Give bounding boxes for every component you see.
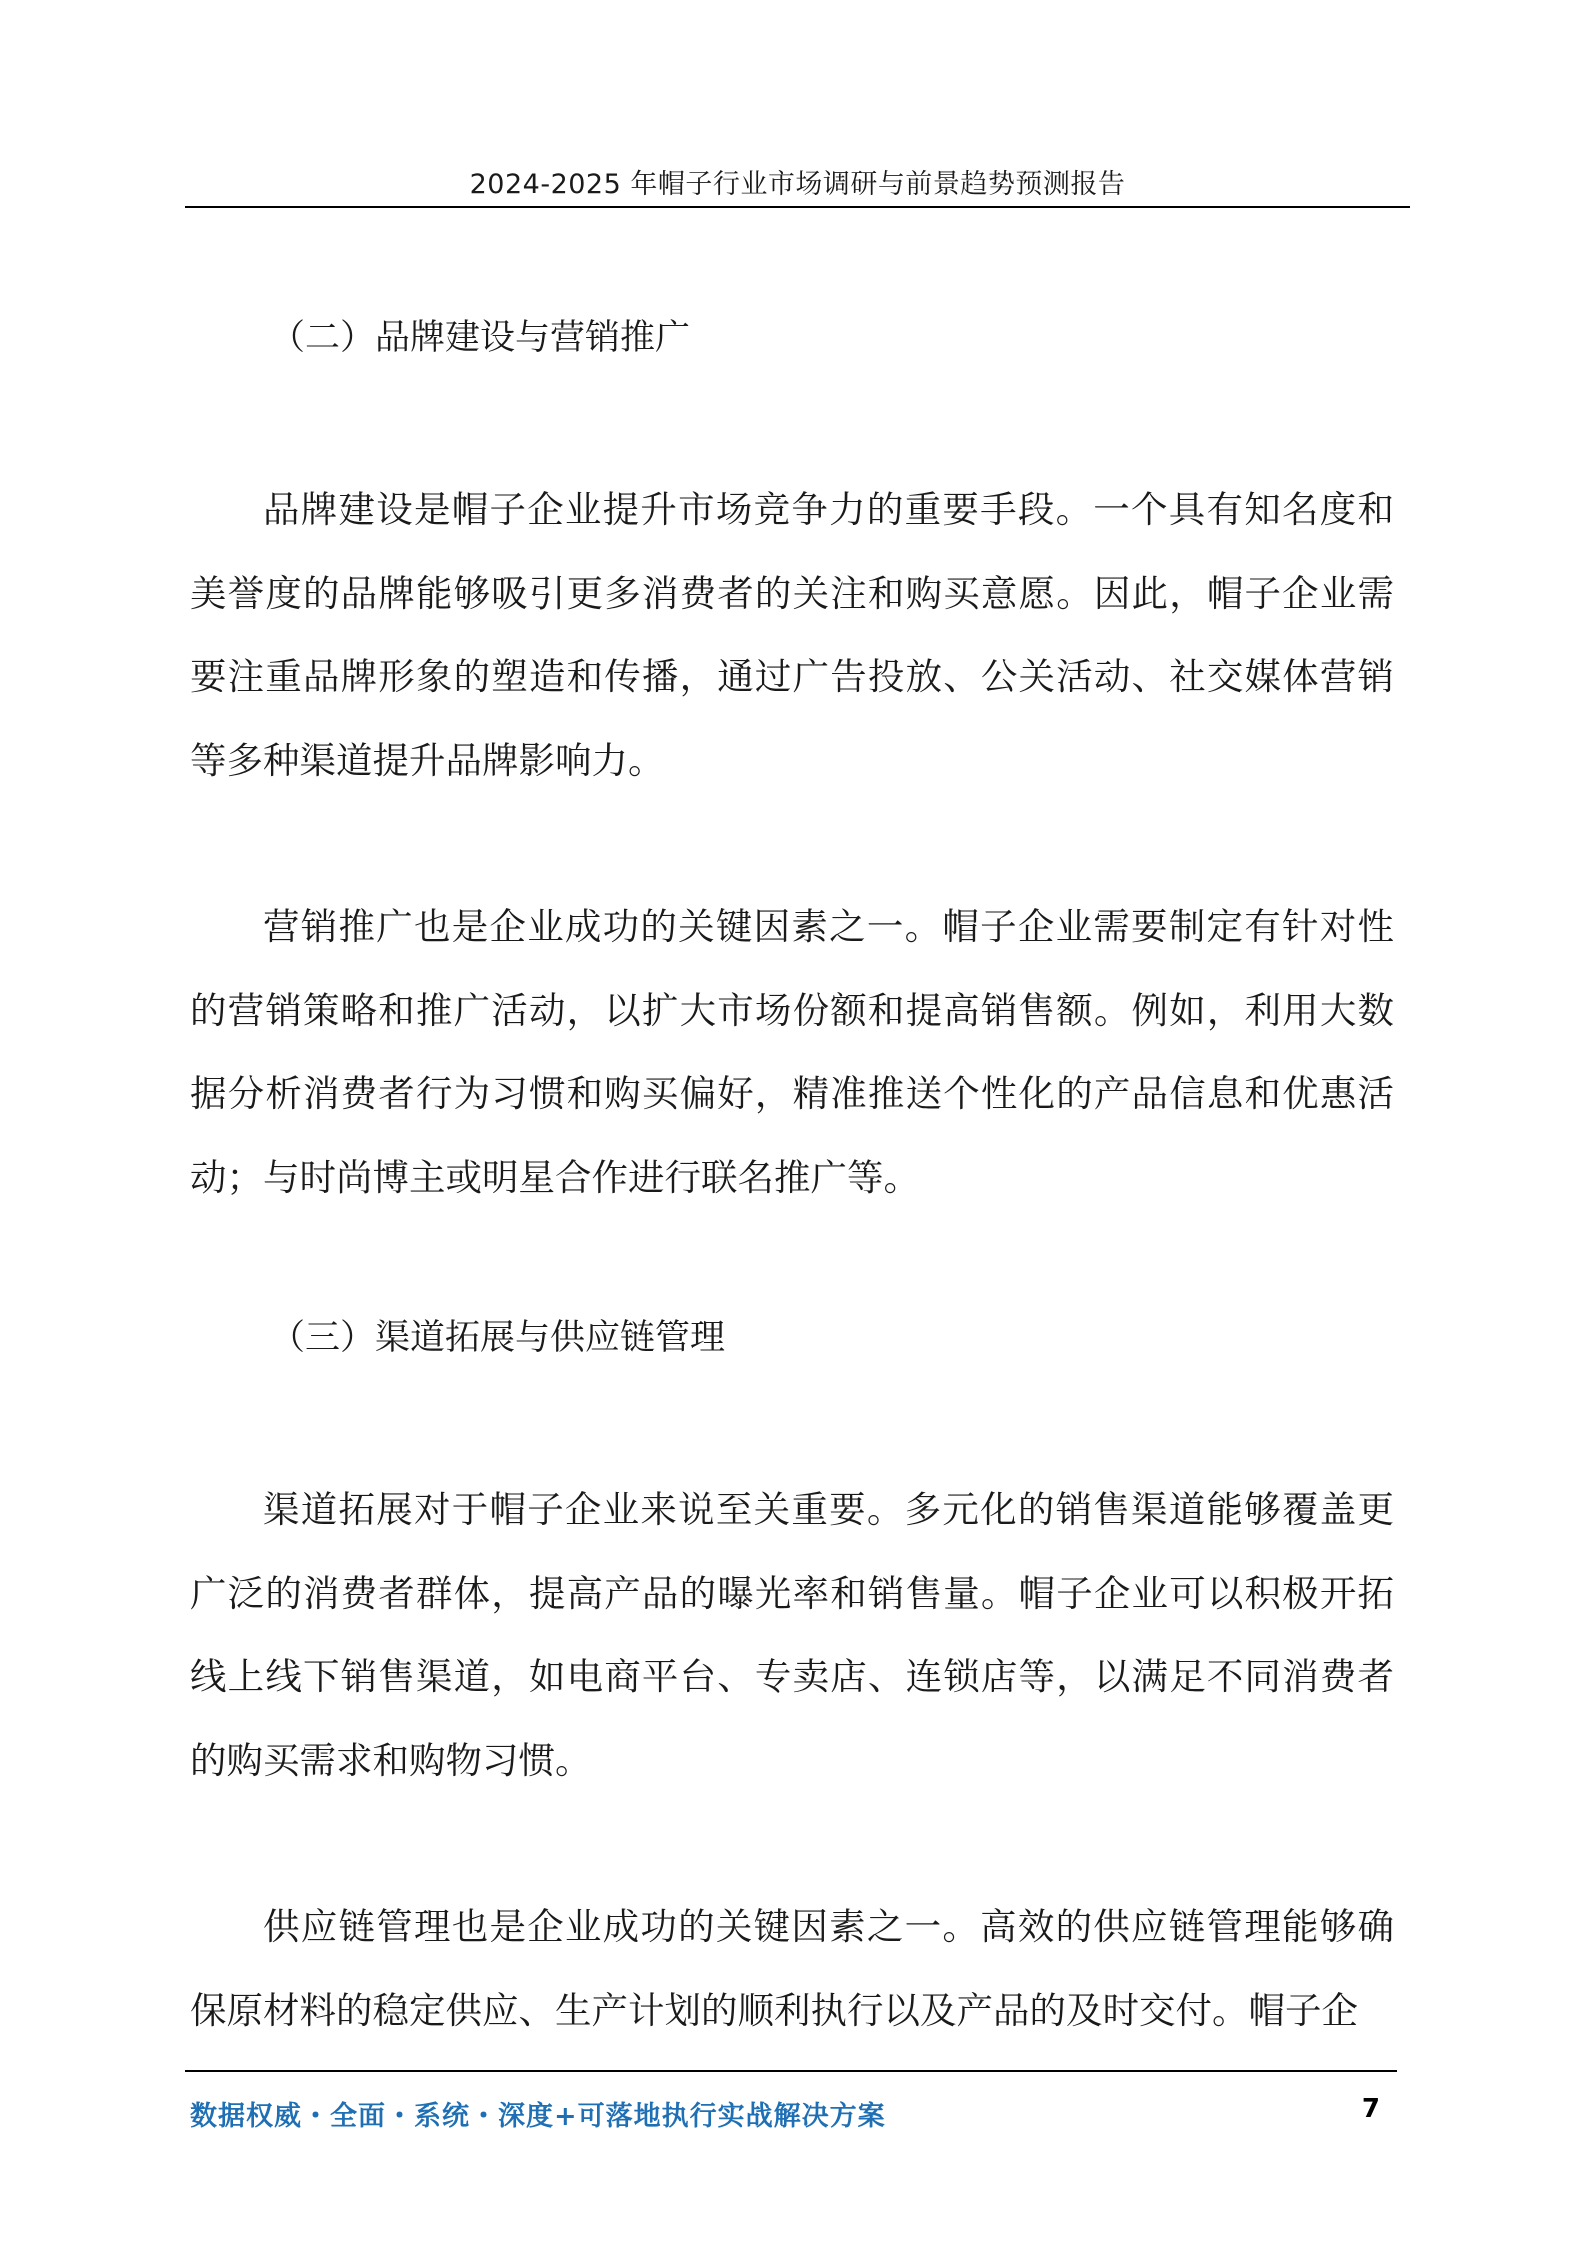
section-heading-brand-marketing: （二）品牌建设与营销推广 xyxy=(270,318,691,358)
footer-divider xyxy=(185,2070,1397,2072)
report-header-title: 2024-2025 年帽子行业市场调研与前景趋势预测报告 xyxy=(469,169,1126,200)
footer-slogan: 数据权威・全面・系统・深度+可落地执行实战解决方案 xyxy=(190,2101,886,2132)
paragraph-marketing-promotion: 营销推广也是企业成功的关键因素之一。帽子企业需要制定有针对性的营销策略和推广活动，以扩大市场份额和提高销售额。例如，利用大数据分析消费者行为习惯和购买偏好，精准推送个性化的产品信息和优惠活动；与时尚博主或明星合作进行联名推广等。 xyxy=(190,905,1394,1199)
section-heading-channel-supply-chain: （三）渠道拓展与供应链管理 xyxy=(270,1318,726,1358)
paragraph-supply-chain: 供应链管理也是企业成功的关键因素之一。高效的供应链管理能够确保原材料的稳定供应、生产计划的顺利执行以及产品的及时交付。帽子企 xyxy=(190,1905,1394,2032)
paragraph-brand-building: 品牌建设是帽子企业提升市场竞争力的重要手段。一个具有知名度和美誉度的品牌能够吸引更多消费者的关注和购买意愿。因此，帽子企业需要注重品牌形象的塑造和传播，通过广告投放、公关活动、社交媒体营销等多种渠道提升品牌影响力。 xyxy=(190,488,1394,782)
page-number: 7 xyxy=(1361,2094,1380,2124)
paragraph-channel-expansion: 渠道拓展对于帽子企业来说至关重要。多元化的销售渠道能够覆盖更广泛的消费者群体，提高产品的曝光率和销售量。帽子企业可以积极开拓线上线下销售渠道，如电商平台、专卖店、连锁店等，以满足不同消费者的购买需求和购物习惯。 xyxy=(190,1488,1394,1782)
header-divider xyxy=(185,206,1410,208)
